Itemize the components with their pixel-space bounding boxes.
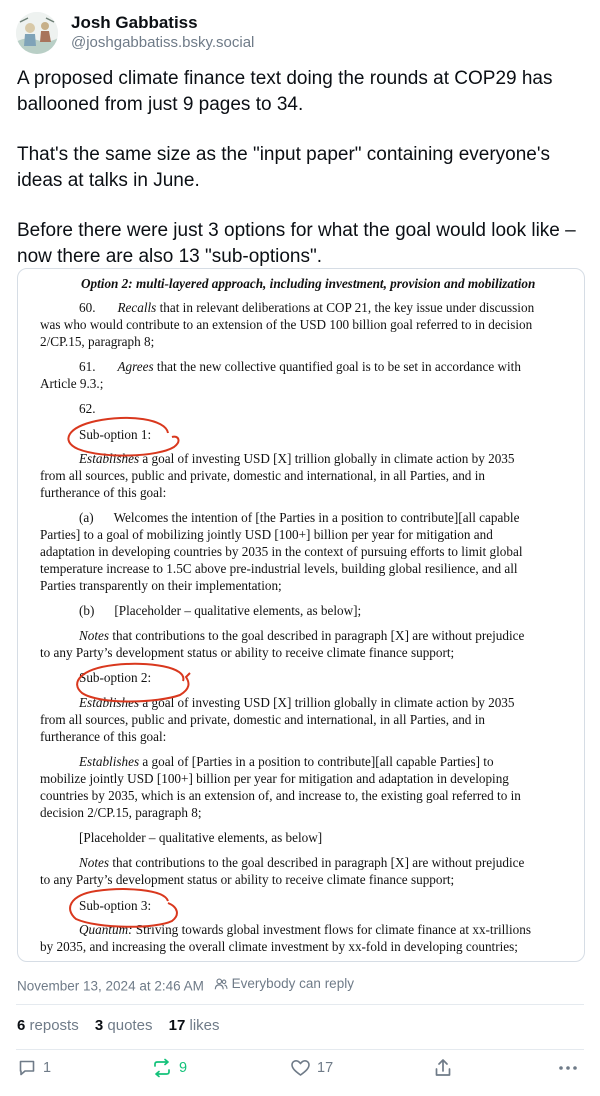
post-paragraph: A proposed climate finance text doing the rounds at COP29 has ballooned from just 9 pages to 34. (17, 68, 553, 115)
doc-line: to any Party’s development status or ability to receive climate finance support; (40, 645, 455, 660)
doc-paragraph-60: 60. Recalls that in relevant deliberations at COP 21, the key issue under discussion (79, 300, 535, 315)
post-timestamp-row (17, 976, 354, 994)
repost-count: 9 (179, 1060, 188, 1076)
doc-line: Establishes a goal of investing USD [X] trillion globally in climate action by 2035 (79, 695, 515, 710)
post-actions (0, 1058, 600, 1084)
document-title: Option 2: multi-layered approach, including investment, provision and mobilization (81, 276, 536, 291)
doc-line: Quantum: Striving towards global investment flows for climate finance at xx-trillions (79, 922, 531, 937)
doc-line: furtherance of this goal: (40, 485, 167, 500)
reply-count: 1 (43, 1060, 52, 1076)
doc-line: [Placeholder – qualitative elements, as below] (79, 830, 323, 845)
sub-option-1-label: Sub-option 1: (79, 427, 152, 442)
avatar-illustration-icon (16, 12, 58, 54)
like-button[interactable] (290, 1058, 333, 1078)
doc-line: temperature increase to 1.5C above pre-industrial levels, building global resilience, and all (40, 561, 518, 576)
sub-option-2-label: Sub-option 2: (79, 670, 152, 685)
doc-line: adaptation in developing countries by 2035 in the context of pursuing efforts to limit global (40, 544, 523, 559)
repost-icon (151, 1058, 173, 1078)
doc-line: furtherance of this goal: (40, 729, 167, 744)
doc-line: mobilize jointly USD [100+] billion per year for mitigation and adaptation in developing (40, 771, 509, 786)
post-paragraph: Before there were just 3 options for what the goal would look like – now there are also 13 "sub-options". (17, 220, 576, 267)
repost-button[interactable] (151, 1058, 187, 1078)
doc-line: Establishes a goal of investing USD [X] trillion globally in climate action by 2035 (79, 451, 515, 466)
like-count: 17 (317, 1060, 334, 1076)
doc-item-b: (b) [Placeholder – qualitative elements, as below]; (79, 603, 362, 618)
divider (16, 1004, 584, 1005)
doc-line: from all sources, public and private, domestic and international, in all Parties, and in (40, 468, 485, 483)
doc-line: decision 2/CP.15, paragraph 8; (40, 805, 202, 820)
doc-paragraph-61: 61. Agrees that the new collective quantified goal is to be set in accordance with (79, 359, 521, 374)
post-header (16, 10, 584, 54)
doc-line: countries by 2035, which is an extension of, and increase to, the existing goal referred to in (40, 788, 521, 803)
author-handle[interactable]: @joshgabbatiss.bsky.social (71, 34, 255, 51)
people-icon (214, 977, 228, 991)
post-timestamp[interactable]: November 13, 2024 at 2:46 AM (17, 978, 204, 994)
post-stats (17, 1017, 232, 1034)
reply-button[interactable] (17, 1058, 51, 1078)
avatar[interactable] (16, 12, 58, 54)
heart-icon (290, 1058, 311, 1078)
doc-line: by 2035, and increasing the overall climate investment by xx-fold in developing countries; (40, 939, 518, 954)
sub-option-3-label: Sub-option 3: (79, 898, 152, 913)
reply-audience (214, 976, 354, 991)
more-options-button[interactable] (557, 1058, 579, 1078)
doc-paragraph-62: 62. (79, 401, 96, 416)
doc-notes-1: Notes that contributions to the goal described in paragraph [X] are without prejudice (79, 628, 525, 643)
reply-icon (17, 1058, 37, 1078)
doc-line: Establishes a goal of [Parties in a position to contribute][all capable Parties] to (79, 754, 494, 769)
reposts-stat[interactable]: 6 reposts (17, 1017, 79, 1034)
doc-line: from all sources, public and private, domestic and international, in all Parties, and in (40, 712, 485, 727)
doc-line: Article 9.3.; (40, 376, 104, 391)
divider (16, 1049, 584, 1050)
author-name[interactable]: Josh Gabbatiss (71, 13, 198, 32)
post-text (17, 66, 587, 294)
share-button[interactable] (433, 1058, 453, 1078)
doc-notes-2: Notes that contributions to the goal described in paragraph [X] are without prejudice (79, 855, 525, 870)
doc-item-a: (a) Welcomes the intention of [the Parties in a position to contribute][all capable (79, 510, 520, 525)
doc-line: Parties] to a goal of mobilizing jointly USD [100+] billion per year for mitigation and (40, 527, 493, 542)
reply-audience-label: Everybody can reply (231, 976, 354, 991)
post-image[interactable] (17, 268, 585, 962)
share-icon (433, 1058, 453, 1078)
doc-line: 2/CP.15, paragraph 8; (40, 334, 155, 349)
doc-line: Parties transparently on their implementation; (40, 578, 282, 593)
likes-stat[interactable]: 17 likes (168, 1017, 220, 1034)
post-paragraph: That's the same size as the "input paper" containing everyone's ideas at talks in June. (17, 144, 550, 191)
doc-line: to any Party’s development status or ability to receive climate finance support; (40, 872, 455, 887)
more-dots-icon (557, 1058, 579, 1078)
document-scan (18, 269, 584, 961)
doc-line: was who would contribute to an extension of the USD 100 billion goal referred to in decision (40, 317, 533, 332)
quotes-stat[interactable]: 3 quotes (94, 1017, 153, 1034)
